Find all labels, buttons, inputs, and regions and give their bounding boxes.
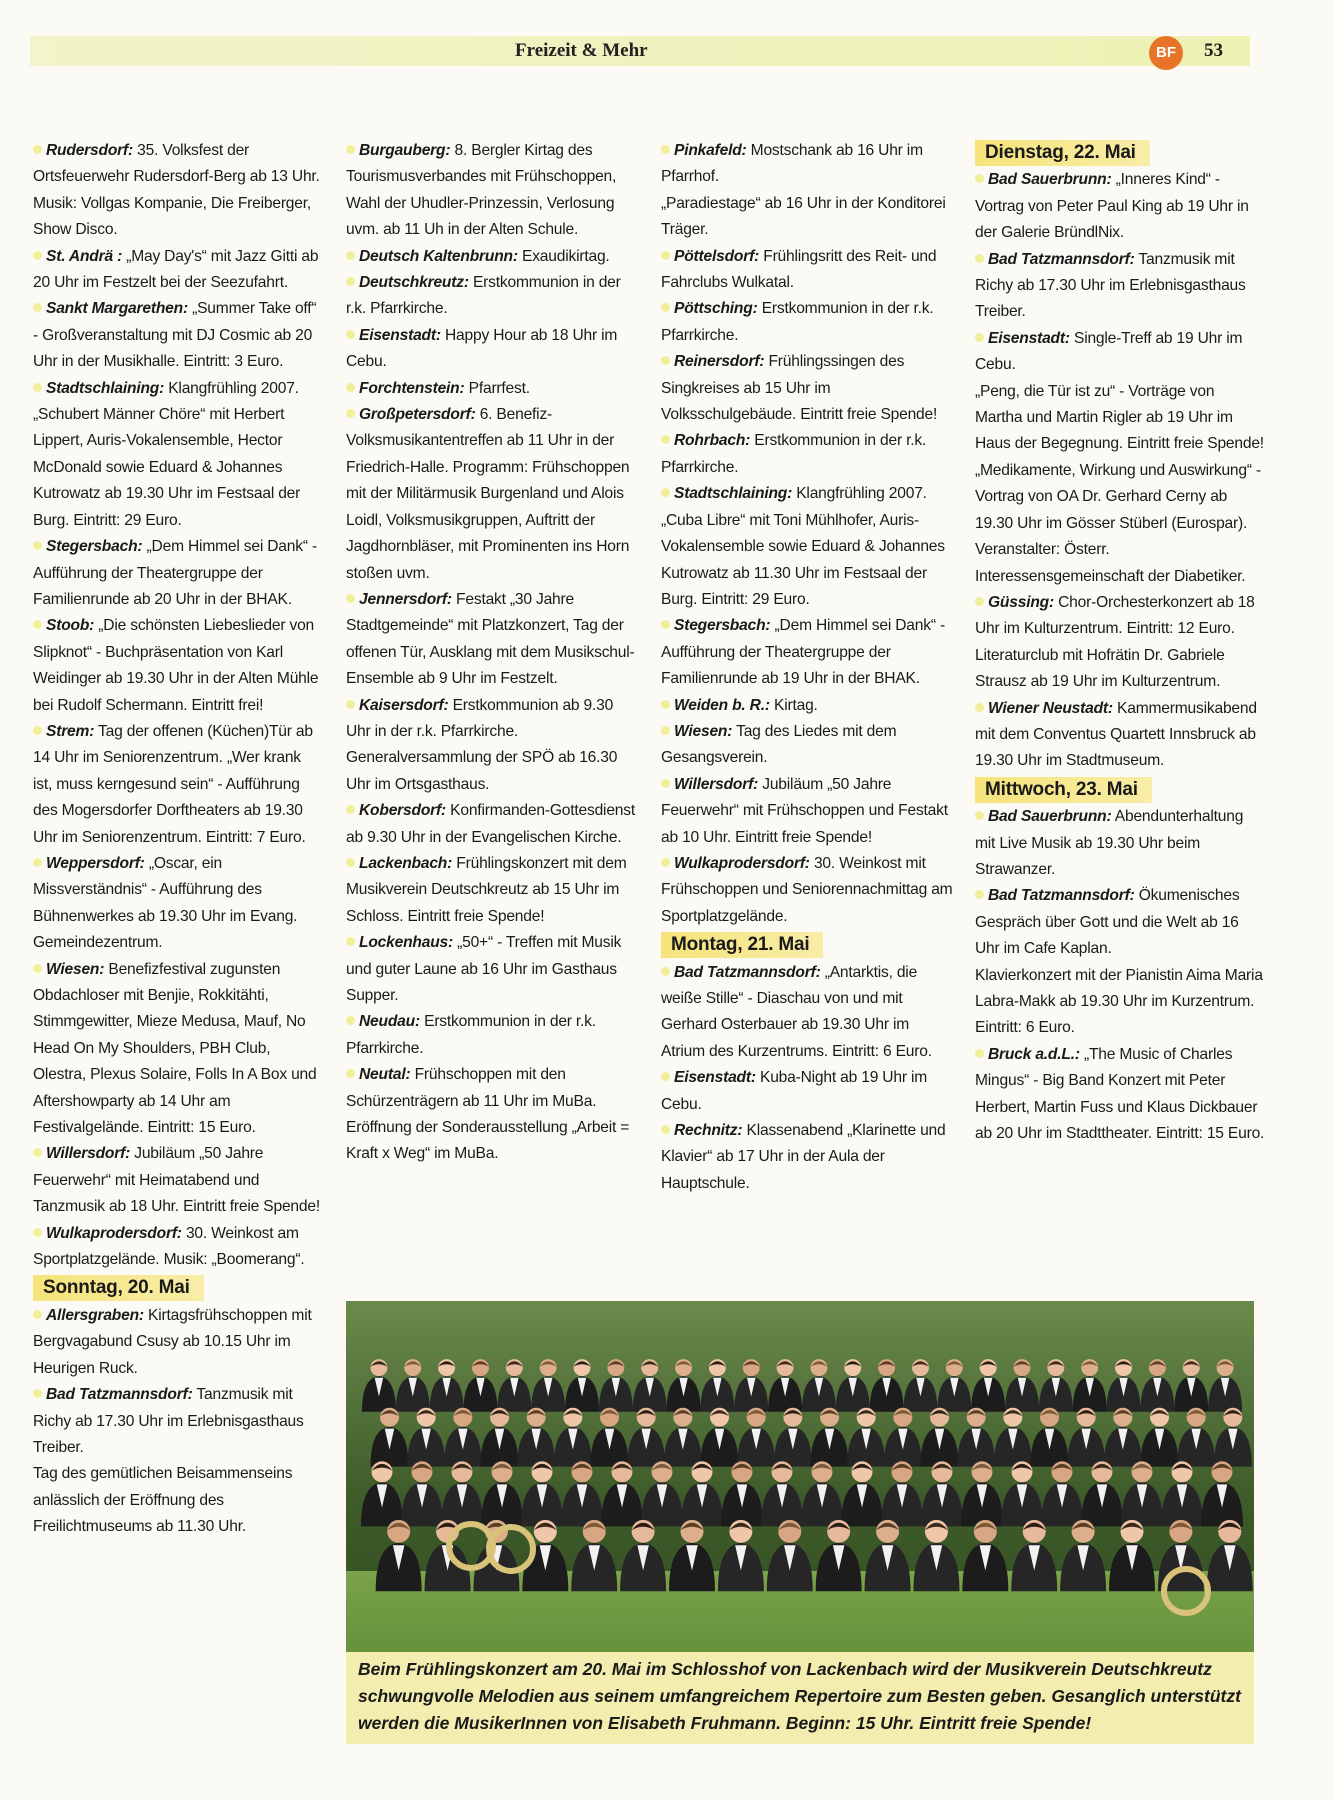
column-3 — [661, 138, 953, 1197]
event-text: „Die schönsten Liebeslieder von Slipknot“ - Buchpräsentation von Karl Weidinger ab 19.30 Uhr in der Alten Mühle bei Rudolf Schermann. Eintritt frei! — [33, 617, 319, 714]
bullet-dot-icon — [33, 145, 42, 154]
event-place: Lockenhaus: — [359, 934, 453, 952]
event-entry — [661, 481, 953, 613]
event-entry — [661, 960, 953, 1066]
bullet-dot-icon — [33, 1310, 42, 1319]
event-entry — [661, 693, 953, 719]
event-entry — [346, 587, 638, 693]
bullet-dot-icon — [346, 594, 355, 603]
event-place: St. Andrä : — [46, 247, 123, 265]
event-text: Klavierkonzert mit der Pianistin Aima Maria Labra-Makk ab 19.30 Uhr im Kurzentrum. Eintritt: 6 Euro. — [975, 966, 1263, 1037]
event-place: Pöttsching: — [674, 300, 758, 318]
bullet-dot-icon — [975, 1049, 984, 1058]
event-entry — [975, 590, 1265, 643]
event-place: Forchtenstein: — [359, 379, 465, 397]
event-entry — [346, 244, 638, 270]
event-text: Festakt „30 Jahre Stadtgemeinde“ mit Platzkonzert, Tag der offenen Tür, Ausklang mit dem Musikschul-Ensemble ab 9 Uhr im Festzelt. — [346, 590, 635, 688]
event-text: „Paradiestage“ ab 16 Uhr in der Konditorei Träger. — [661, 194, 946, 239]
event-text: 6. Benefiz-Volksmusikantentreffen ab 11 Uhr in der Friedrich-Halle. Programm: Frühschoppen mit der Militärmusik Burgenland und Alois Loidl, Volksmusikgruppen, Auftritt der Jagdhornbläser, mit Prominenten ins Horn stoßen uvm. — [346, 406, 630, 582]
event-text: „Antarktis, die weiße Stille“ - Diaschau von und mit Gerhard Osterbauer ab 19.30 Uhr im Atrium des Kurzentrums. Eintritt: 6 Euro. — [661, 963, 932, 1060]
event-entry — [346, 930, 638, 1009]
event-text: „Dem Himmel sei Dank“ - Aufführung der Theatergruppe der Familienrunde ab 19 Uhr in der BHAK. — [661, 617, 945, 688]
event-entry — [33, 613, 323, 719]
day-heading: Dienstag, 22. Mai — [975, 140, 1150, 166]
event-text: „The Music of Charles Mingus“ - Big Band Konzert mit Peter Herbert, Martin Fuss und Klaus Dickbauer ab 20 Uhr im Stadttheater. Eintritt: 15 Euro. — [975, 1045, 1265, 1143]
event-place: Kaisersdorf: — [359, 696, 449, 714]
bullet-dot-icon — [661, 726, 670, 735]
event-text: „Peng, die Tür ist zu“ - Vorträge von Martha und Martin Rigler ab 19 Uhr im Haus der Begegnung. Eintritt freie Spende! — [975, 382, 1264, 453]
event-place: Pöttelsdorf: — [674, 247, 760, 265]
event-text: Frühlingssingen des Singkreises ab 15 Uhr im Volksschulgebäude. Eintritt freie Spende! — [661, 353, 938, 424]
event-text: Klangfrühling 2007. „Cuba Libre“ mit Toni Mühlhofer, Auris-Vokalensemble sowie Eduard & Johannes Kutrowatz ab 11.30 Uhr im Festsaal der Burg. Eintritt: 29 Euro. — [661, 485, 945, 608]
bullet-dot-icon — [346, 383, 355, 392]
event-text: Frühlingsritt des Reit- und Fahrclubs Wulkatal. — [661, 247, 937, 292]
bullet-dot-icon — [661, 356, 670, 365]
event-entry — [661, 719, 953, 772]
event-text: Tag des Liedes mit dem Gesangsverein. — [661, 722, 897, 767]
bullet-dot-icon — [975, 811, 984, 820]
event-text: Chor-Orchesterkonzert ab 18 Uhr im Kulturzentrum. Eintritt: 12 Euro. — [975, 593, 1255, 638]
event-text: Kuba-Night ab 19 Uhr im Cebu. — [661, 1069, 928, 1113]
bullet-dot-icon — [661, 779, 670, 788]
event-entry — [975, 696, 1265, 775]
page-number: 53 — [1204, 40, 1223, 61]
event-place: Neudau: — [359, 1013, 420, 1031]
bullet-dot-icon — [33, 1148, 42, 1157]
event-text: Benefizfestival zugunsten Obdachloser mit Benjie, Rokkitähti, Stimmgewitter, Mieze Medusa, Mauf, No Head On My Shoulders, PBH Club, Olestra, Plexus Solaire, Folls In A Box und Aftershowparty ab 14 Uhr am Festivalgelände. Eintritt: 15 Euro. — [33, 960, 317, 1137]
event-entry — [33, 376, 323, 534]
event-entry — [661, 138, 953, 191]
event-text: Kammermusikabend mit dem Conventus Quartett Innsbruck ab 19.30 Uhr im Stadtmuseum. — [975, 699, 1257, 770]
event-text: Kirtagsfrühschoppen mit Bergvagabund Csusy ab 10.15 Uhr im Heurigen Ruck. — [33, 1306, 312, 1377]
event-text: Literaturclub mit Hofrätin Dr. Gabriele Strausz ab 19 Uhr im Kulturzentrum. — [975, 646, 1225, 691]
event-entry — [346, 1009, 638, 1062]
bullet-dot-icon — [33, 303, 42, 312]
event-place: Neutal: — [359, 1066, 411, 1084]
bullet-dot-icon — [975, 703, 984, 712]
event-place: Bad Tatzmannsdorf: — [46, 1386, 193, 1404]
bullet-dot-icon — [975, 254, 984, 263]
event-place: Lackenbach: — [359, 854, 453, 872]
column-4 — [975, 138, 1265, 1147]
event-entry — [975, 247, 1265, 326]
event-text: Tag der offenen (Küchen)Tür ab 14 Uhr im Seniorenzentrum. „Wer krank ist, muss kerngesund sein“ - Aufführung des Mogersdorfer Dorftheaters ab 19.30 Uhr im Seniorenzentrum. Eintritt: 7 Euro. — [33, 722, 313, 846]
bullet-dot-icon — [33, 858, 42, 867]
bullet-dot-icon — [33, 964, 42, 973]
event-text: Erstkommunion in der r.k. Pfarrkirche. — [661, 300, 934, 344]
event-entry — [346, 270, 638, 323]
event-place: Weiden b. R.: — [674, 696, 770, 714]
event-place: Willersdorf: — [674, 775, 759, 793]
day-heading: Mittwoch, 23. Mai — [975, 777, 1152, 803]
bullet-dot-icon — [661, 251, 670, 260]
event-entry — [661, 613, 953, 692]
event-entry — [975, 1042, 1265, 1148]
event-entry — [33, 851, 323, 957]
event-entry — [33, 244, 323, 297]
event-place: Wiesen: — [46, 960, 105, 978]
bullet-dot-icon — [346, 277, 355, 286]
bullet-dot-icon — [975, 890, 984, 899]
event-entry — [661, 772, 953, 851]
event-entry — [346, 323, 638, 376]
event-text: Konfirmanden-Gottesdienst ab 9.30 Uhr in der Evangelischen Kirche. — [346, 802, 635, 846]
event-text: Abendunterhaltung mit Live Musik ab 19.30 Uhr beim Strawanzer. — [975, 808, 1244, 878]
event-entry — [975, 379, 1265, 458]
bullet-dot-icon — [346, 937, 355, 946]
event-place: Pinkafeld: — [674, 142, 747, 159]
event-text: „May Day's“ mit Jazz Gitti ab 20 Uhr im Festzelt bei der Seezufahrt. — [33, 247, 319, 292]
event-text: Erstkommunion ab 9.30 Uhr in der r.k. Pfarrkirche. Generalversammlung der SPÖ ab 16.30 Uhr im Ortsgasthaus. — [346, 696, 618, 793]
event-place: Strem: — [46, 722, 95, 740]
event-place: Willersdorf: — [46, 1145, 131, 1163]
event-place: Jennersdorf: — [359, 590, 452, 608]
event-entry — [33, 534, 323, 613]
event-text: Erstkommunion in der r.k. Pfarrkirche. — [661, 432, 927, 476]
event-entry — [975, 643, 1265, 696]
bullet-dot-icon — [346, 409, 355, 418]
event-entry — [975, 963, 1265, 1042]
event-text: Pfarrfest. — [464, 379, 530, 397]
event-text: Erstkommunion in der r.k. Pfarrkirche. — [346, 274, 621, 318]
event-place: Kobersdorf: — [359, 802, 447, 820]
event-text: Klassenabend „Klarinette und Klavier“ ab 17 Uhr in der Aula der Hauptschule. — [661, 1122, 946, 1192]
bullet-dot-icon — [33, 251, 42, 260]
bullet-dot-icon — [661, 1125, 670, 1134]
event-place: Bad Tatzmannsdorf: — [988, 250, 1135, 268]
event-place: Bad Tatzmannsdorf: — [674, 963, 821, 981]
event-entry — [33, 1303, 323, 1382]
bullet-dot-icon — [661, 1072, 670, 1081]
day-heading: Sonntag, 20. Mai — [33, 1275, 204, 1301]
event-entry — [661, 244, 953, 297]
event-place: Reinersdorf: — [674, 353, 765, 371]
bullet-dot-icon — [346, 1069, 355, 1078]
band-photo — [346, 1301, 1254, 1686]
event-entry — [346, 798, 638, 851]
event-place: Wulkaprodersdorf: — [46, 1224, 182, 1242]
bullet-dot-icon — [346, 251, 355, 260]
event-place: Rudersdorf: — [46, 142, 134, 159]
event-entry — [661, 1118, 953, 1197]
event-place: Bad Tatzmannsdorf: — [988, 887, 1135, 905]
bullet-dot-icon — [346, 858, 355, 867]
event-text: Erstkommunion in der r.k. Pfarrkirche. — [346, 1013, 596, 1057]
bullet-dot-icon — [346, 145, 355, 154]
event-place: Stegersbach: — [46, 538, 143, 556]
event-place: Wiesen: — [674, 722, 733, 740]
event-text: 30. Weinkost am Sportplatzgelände. Musik: „Boomerang“. — [33, 1224, 305, 1269]
event-text: Ökumenisches Gespräch über Gott und die Welt ab 16 Uhr im Cafe Kaplan. — [975, 887, 1240, 958]
event-text: „Dem Himmel sei Dank“ - Aufführung der Theatergruppe der Familienrunde ab 20 Uhr in der BHAK. — [33, 538, 317, 608]
event-entry — [661, 349, 953, 428]
event-entry — [346, 1062, 638, 1168]
bullet-dot-icon — [975, 174, 984, 183]
event-entry — [33, 1382, 323, 1461]
bullet-dot-icon — [661, 700, 670, 709]
bullet-dot-icon — [33, 383, 42, 392]
event-entry — [33, 138, 323, 244]
event-place: Wulkaprodersdorf: — [674, 854, 810, 872]
bullet-dot-icon — [346, 330, 355, 339]
event-text: 30. Weinkost mit Frühschoppen und Seniorennachmittag am Sportplatzgelände. — [661, 854, 953, 925]
bullet-dot-icon — [661, 858, 670, 867]
photo-caption: Beim Frühlingskonzert am 20. Mai im Schlosshof von Lackenbach wird der Musikverein Deutschkreutz schwungvolle Melodien aus seinem umfangreichem Repertoire zum Besten geben. Gesanglich unterstützt werden die MusikerInnen von Elisabeth Fruhmann. Beginn: 15 Uhr. Eintritt freie Spende! — [346, 1652, 1254, 1744]
bullet-dot-icon — [661, 435, 670, 444]
event-text: 8. Bergler Kirtag des Tourismusverbandes mit Frühschoppen, Wahl der Uhudler-Prinzessin, Verlosung uvm. ab 11 Uh in der Alten Schule. — [346, 142, 617, 239]
event-entry — [33, 719, 323, 851]
event-text: 35. Volksfest der Ortsfeuerwehr Rudersdorf-Berg ab 13 Uhr. Musik: Vollgas Kompanie, Die Freiberger, Show Disco. — [33, 142, 320, 239]
event-entry — [661, 1065, 953, 1118]
column-1 — [33, 138, 323, 1541]
event-place: Stadtschlaining: — [46, 379, 165, 397]
event-place: Deutsch Kaltenbrunn: — [359, 247, 518, 265]
event-text: Jubiläum „50 Jahre Feuerwehr“ mit Heimatabend und Tanzmusik ab 18 Uhr. Eintritt freie Spende! — [33, 1145, 320, 1216]
event-text: Exaudikirtag. — [517, 247, 610, 265]
bullet-dot-icon — [33, 726, 42, 735]
event-entry — [975, 804, 1265, 883]
event-place: Weppersdorf: — [46, 854, 145, 872]
event-text: Tanzmusik mit Richy ab 17.30 Uhr im Erlebnisgasthaus Treiber. — [975, 250, 1246, 321]
event-place: Eisenstadt: — [359, 326, 441, 344]
event-text: Jubiläum „50 Jahre Feuerwehr“ mit Frühschoppen und Festakt ab 10 Uhr. Eintritt freie Spende! — [661, 775, 948, 846]
event-place: Eisenstadt: — [988, 329, 1070, 347]
event-place: Allersgraben: — [46, 1306, 144, 1324]
event-place: Rohrbach: — [674, 432, 751, 450]
bullet-dot-icon — [346, 1016, 355, 1025]
event-place: Eisenstadt: — [674, 1069, 756, 1087]
event-text: Mostschank ab 16 Uhr im Pfarrhof. — [661, 142, 923, 186]
event-place: Burgauberg: — [359, 142, 451, 159]
bullet-dot-icon — [33, 1389, 42, 1398]
event-entry — [346, 851, 638, 930]
event-place: Güssing: — [988, 593, 1054, 611]
event-place: Sankt Margarethen: — [46, 300, 188, 318]
event-place: Bruck a.d.L.: — [988, 1045, 1080, 1063]
bullet-dot-icon — [661, 967, 670, 976]
event-text: Tanzmusik mit Richy ab 17.30 Uhr im Erlebnisgasthaus Treiber. — [33, 1386, 304, 1456]
event-entry — [661, 851, 953, 930]
bullet-dot-icon — [661, 303, 670, 312]
event-entry — [33, 957, 323, 1142]
event-entry — [33, 1141, 323, 1220]
event-place: Rechnitz: — [674, 1122, 743, 1140]
event-text: „Summer Take off“ - Großveranstaltung mit DJ Cosmic ab 20 Uhr in der Musikhalle. Eintritt: 3 Euro. — [33, 300, 317, 371]
event-text: Single-Treff ab 19 Uhr im Cebu. — [975, 329, 1243, 374]
event-text: Kirtag. — [769, 696, 818, 714]
day-heading: Montag, 21. Mai — [661, 932, 823, 958]
event-text: „Oscar, ein Missverständnis“ - Aufführung des Bühnenwerkes ab 19.30 Uhr im Evang. Gemeindezentrum. — [33, 854, 298, 952]
section-title: Freizeit & Mehr — [515, 40, 648, 61]
bullet-dot-icon — [661, 488, 670, 497]
event-place: Stoob: — [46, 617, 95, 635]
event-entry — [975, 458, 1265, 590]
event-entry — [975, 326, 1265, 379]
bullet-dot-icon — [346, 805, 355, 814]
event-place: Großpetersdorf: — [359, 406, 476, 424]
bullet-dot-icon — [33, 620, 42, 629]
event-text: „Inneres Kind“ - Vortrag von Peter Paul King ab 19 Uhr in der Galerie BründlNix. — [975, 171, 1249, 242]
event-entry — [975, 883, 1265, 962]
bullet-dot-icon — [661, 620, 670, 629]
event-text: Frühlingskonzert mit dem Musikverein Deutschkreutz ab 15 Uhr im Schloss. Eintritt freie Spende! — [346, 854, 627, 925]
event-entry — [33, 1221, 323, 1274]
bullet-dot-icon — [975, 333, 984, 342]
event-place: Wiener Neustadt: — [988, 699, 1113, 717]
event-entry — [346, 376, 638, 402]
bullet-dot-icon — [33, 1228, 42, 1237]
bf-logo: BF — [1149, 36, 1183, 70]
event-text: „50+“ - Treffen mit Musik und guter Laune ab 16 Uhr im Gasthaus Supper. — [346, 934, 622, 1004]
bullet-dot-icon — [346, 700, 355, 709]
event-place: Bad Sauerbrunn: — [988, 808, 1112, 826]
event-entry — [346, 693, 638, 799]
event-entry — [661, 191, 953, 244]
event-place: Stadtschlaining: — [674, 485, 793, 503]
bullet-dot-icon — [975, 597, 984, 606]
event-entry — [346, 138, 638, 244]
event-entry — [975, 167, 1265, 246]
event-text: Tag des gemütlichen Beisammenseins anlässlich der Eröffnung des Freilichtmuseums ab 11.30 Uhr. — [33, 1465, 293, 1536]
event-entry — [346, 402, 638, 587]
event-place: Bad Sauerbrunn: — [988, 171, 1112, 189]
bullet-dot-icon — [661, 145, 670, 154]
bullet-dot-icon — [33, 541, 42, 550]
event-place: Stegersbach: — [674, 617, 771, 635]
event-text: Happy Hour ab 18 Uhr im Cebu. — [346, 326, 618, 371]
event-text: Klangfrühling 2007. „Schubert Männer Chöre“ mit Herbert Lippert, Auris-Vokalensemble, Hector McDonald sowie Eduard & Johannes Kutrowatz ab 19.30 Uhr im Festsaal der Burg. Eintritt: 29 Euro. — [33, 379, 301, 529]
event-text: „Medikamente, Wirkung und Auswirkung“ - Vortrag von OA Dr. Gerhard Cerny ab 19.30 Uhr im Gösser Stüberl (Eurospar). Veranstalter: Österr. Interessensgemeinschaft der Diabetiker. — [975, 461, 1261, 585]
event-text: Frühschoppen mit den Schürzenträgern ab 11 Uhr im MuBa. Eröffnung der Sonderausstellung „Arbeit = Kraft x Weg“ im MuBa. — [346, 1066, 630, 1163]
band-photo-image — [346, 1301, 1254, 1686]
column-2 — [346, 138, 638, 1168]
event-entry — [33, 1461, 323, 1540]
event-entry — [33, 296, 323, 375]
event-place: Deutschkreutz: — [359, 274, 469, 292]
event-entry — [661, 296, 953, 349]
event-entry — [661, 428, 953, 481]
